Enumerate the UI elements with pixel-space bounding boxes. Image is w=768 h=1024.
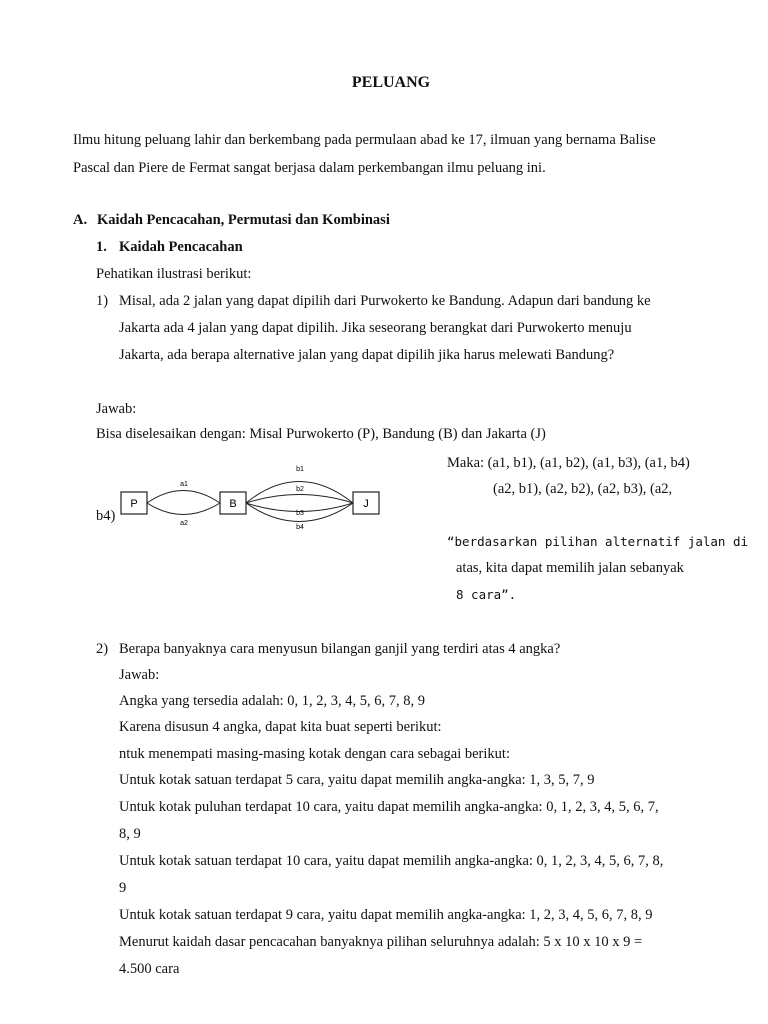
edge-a2-label: a2 bbox=[180, 520, 188, 527]
problem-2-line-2: Angka yang tersedia adalah: 0, 1, 2, 3, 4, 5, 6, 7, 8, 9 bbox=[119, 693, 426, 709]
edge-b4-label: b4 bbox=[296, 524, 304, 531]
problem-2-line-11: Menurut kaidah dasar pencacahan banyaknya pilihan seluruhnya adalah: 5 x 10 x 10 x 9 = bbox=[119, 934, 643, 950]
quote-line-3: 8 cara”. bbox=[456, 587, 517, 602]
subsection-1-heading: Kaidah Pencacahan bbox=[119, 239, 243, 255]
problem-1-jawab: Jawab: bbox=[96, 401, 137, 417]
section-a-heading: Kaidah Pencacahan, Permutasi dan Kombinasi bbox=[97, 212, 390, 228]
maka-line-1: Maka: (a1, b1), (a1, b2), (a1, b3), (a1, b4) bbox=[447, 455, 690, 471]
problem-1-line-3: Jakarta, ada berapa alternative jalan yang dapat dipilih jika harus melewati Bandung? bbox=[119, 347, 615, 363]
problem-1-line-1: Misal, ada 2 jalan yang dapat dipilih dari Purwokerto ke Bandung. Adapun dari bandung ke bbox=[119, 293, 651, 309]
subsection-1-label: 1. bbox=[96, 239, 107, 255]
problem-2-line-12: 4.500 cara bbox=[119, 961, 180, 977]
quote-line-2: atas, kita dapat memilih jalan sebanyak bbox=[456, 560, 684, 576]
edge-a2 bbox=[147, 503, 220, 515]
quote-line-1: “berdasarkan pilihan alternatif jalan di bbox=[447, 534, 749, 549]
problem-2-question: Berapa banyaknya cara menyusun bilangan ganjil yang terdiri atas 4 angka? bbox=[119, 641, 561, 657]
problem-1-solve-line: Bisa diselesaikan dengan: Misal Purwokerto (P), Bandung (B) dan Jakarta (J) bbox=[96, 426, 546, 442]
problem-1-number: 1) bbox=[96, 293, 109, 309]
edge-a1-label: a1 bbox=[180, 481, 188, 488]
problem-2-line-10: Untuk kotak satuan terdapat 9 cara, yaitu dapat memilih angka-angka: 1, 2, 3, 4, 5, 6, 7, 8, 9 bbox=[119, 907, 653, 923]
edge-b3-label: b3 bbox=[296, 510, 304, 517]
route-diagram bbox=[113, 462, 393, 532]
intro-line-1: Ilmu hitung peluang lahir dan berkembang pada permulaan abad ke 17, ilmuan yang bernama Balise bbox=[73, 132, 656, 148]
illustration-intro: Pehatikan ilustrasi berikut: bbox=[96, 266, 252, 282]
node-j-label: J bbox=[363, 498, 369, 510]
problem-2-line-1: Jawab: bbox=[119, 667, 160, 683]
problem-2-line-3: Karena disusun 4 angka, dapat kita buat seperti berikut: bbox=[119, 719, 442, 735]
page-title: PELUANG bbox=[351, 74, 431, 91]
intro-line-2: Pascal dan Piere de Fermat sangat berjasa dalam perkembangan ilmu peluang ini. bbox=[73, 160, 546, 176]
problem-2-number: 2) bbox=[96, 641, 109, 657]
maka-line-3: b4) bbox=[96, 508, 116, 524]
problem-2-line-7: 8, 9 bbox=[119, 826, 141, 842]
problem-1-line-2: Jakarta ada 4 jalan yang dapat dipilih. Jika seseorang berangkat dari Purwokerto menuju bbox=[119, 320, 632, 336]
node-b-label: B bbox=[229, 498, 237, 510]
edge-a1 bbox=[147, 491, 220, 504]
problem-2-line-6: Untuk kotak puluhan terdapat 10 cara, yaitu dapat memilih angka-angka: 0, 1, 2, 3, 4, 5, 6, 7, bbox=[119, 799, 659, 815]
edge-b1-label: b1 bbox=[296, 466, 304, 473]
node-p-label: P bbox=[130, 498, 138, 510]
problem-2-line-4: ntuk menempati masing-masing kotak dengan cara sebagai berikut: bbox=[119, 746, 510, 762]
section-a-label: A. bbox=[73, 212, 88, 228]
maka-line-2: (a2, b1), (a2, b2), (a2, b3), (a2, bbox=[493, 481, 673, 497]
edge-b2-label: b2 bbox=[296, 486, 304, 493]
problem-2-line-9: 9 bbox=[119, 880, 127, 896]
edge-b2 bbox=[246, 495, 353, 504]
problem-2-line-8: Untuk kotak satuan terdapat 10 cara, yaitu dapat memilih angka-angka: 0, 1, 2, 3, 4, 5, 6, 7, 8, bbox=[119, 853, 664, 869]
problem-2-line-5: Untuk kotak satuan terdapat 5 cara, yaitu dapat memilih angka-angka: 1, 3, 5, 7, 9 bbox=[119, 772, 595, 788]
